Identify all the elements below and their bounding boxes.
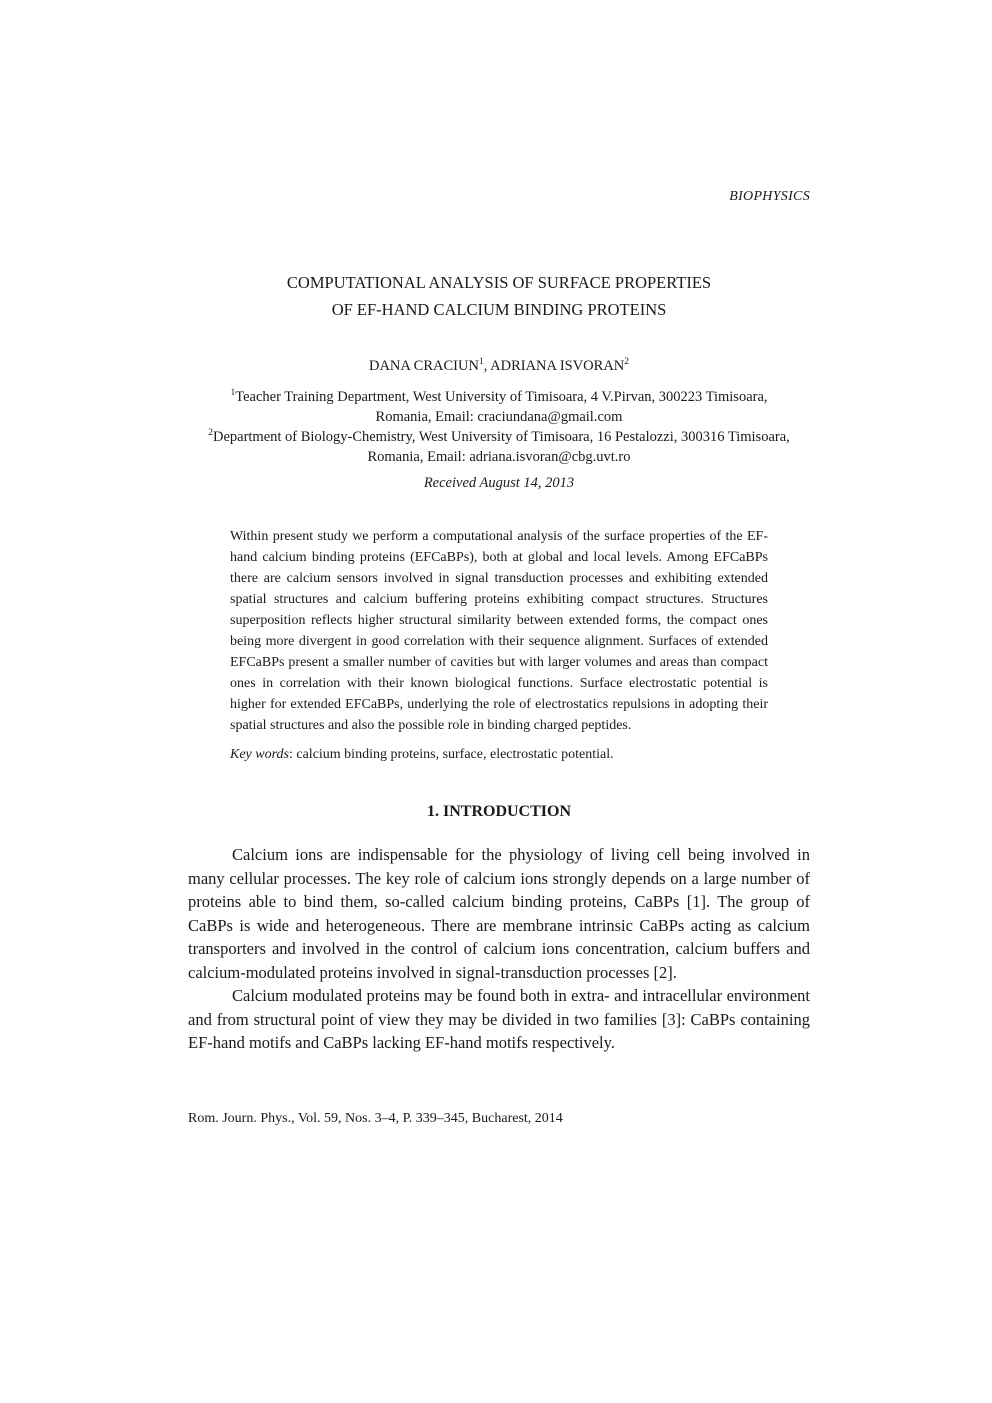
section-heading-introduction: 1. INTRODUCTION <box>426 803 571 820</box>
paper-title-line-1: COMPUTATIONAL ANALYSIS OF SURFACE PROPERTIES <box>286 273 712 292</box>
paper-title-line-2: OF EF-HAND CALCIUM BINDING PROTEINS <box>331 300 667 319</box>
keywords-line <box>230 744 768 765</box>
affiliation-1-line-2: Romania, Email: craciundana@gmail.com <box>375 409 623 425</box>
author-2-name: ADRIANA ISVORAN <box>490 358 625 374</box>
author-1-name: DANA CRACIUN <box>368 358 479 374</box>
received-date: Received August 14, 2013 <box>423 475 575 491</box>
author-2-affiliation-ref: 2 <box>624 357 630 368</box>
affiliation-1-marker: 1 <box>230 388 236 399</box>
abstract-text: Within present study we perform a computational analysis of the surface properties of the EF-hand calcium binding proteins (EFCaBPs), both at global and local levels. Among EFCaBPs there are calcium sensors involved in signal transduction processes and exhibiting extended spatial structures and calcium buffering proteins exhibiting compact structures. Structures superposition reflects higher structural similarity between extended forms, the compact ones being more divergent in good correlation with their sequence alignment. Surfaces of extended EFCaBPs present a smaller number of cavities but with larger volumes and areas than compact ones in correlation with their known biological functions. Surface electrostatic potential is higher for extended EFCaBPs, underlying the role of electrostatics repulsions in adopting their spatial structures and also the possible role in binding charged peptides. <box>230 529 768 733</box>
journal-section-label: BIOPHYSICS <box>729 189 810 204</box>
introduction-body <box>188 843 810 1055</box>
author-line <box>188 357 810 375</box>
paragraph-2: Calcium modulated proteins may be found both in extra- and intracellular environment and from structural point of view they may be divided in two families [3]: CaBPs containing EF-hand motifs and CaBPs lacking EF-hand motifs respectively. <box>188 986 810 1052</box>
keywords-label: Key words <box>230 747 289 762</box>
affiliation-2-marker: 2 <box>208 428 213 439</box>
author-1-affiliation-ref: 1 <box>478 357 484 368</box>
affiliation-2-text: Department of Biology-Chemistry, West University of Timisoara, 16 Pestalozzi, 300316 Timisoara, <box>212 429 790 445</box>
affiliation-1-text: Teacher Training Department, West University of Timisoara, 4 V.Pirvan, 300223 Timisoara, <box>235 389 768 405</box>
affiliation-2-line-1 <box>188 427 810 447</box>
affiliations-block <box>188 387 810 467</box>
paragraph-1: Calcium ions are indispensable for the physiology of living cell being involved in many cellular processes. The key role of calcium ions strongly depends on a large number of proteins able to bind them, so-called calcium binding proteins, CaBPs [1]. The group of CaBPs is wide and heterogeneous. There are membrane intrinsic CaBPs acting as calcium transporters and involved in the control of calcium ions concentration, calcium buffers and calcium-modulated proteins involved in signal-transduction processes [2]. <box>188 845 810 982</box>
affiliation-1-line-1 <box>188 387 810 407</box>
paper-title <box>188 269 810 323</box>
author-separator: , <box>483 358 491 374</box>
affiliation-2-line-2: Romania, Email: adriana.isvoran@cbg.uvt.ro <box>367 449 631 465</box>
keywords-text: : calcium binding proteins, surface, electrostatic potential. <box>288 747 614 762</box>
journal-citation-footer: Rom. Journ. Phys., Vol. 59, Nos. 3–4, P. 339–345, Bucharest, 2014 <box>188 1111 563 1126</box>
